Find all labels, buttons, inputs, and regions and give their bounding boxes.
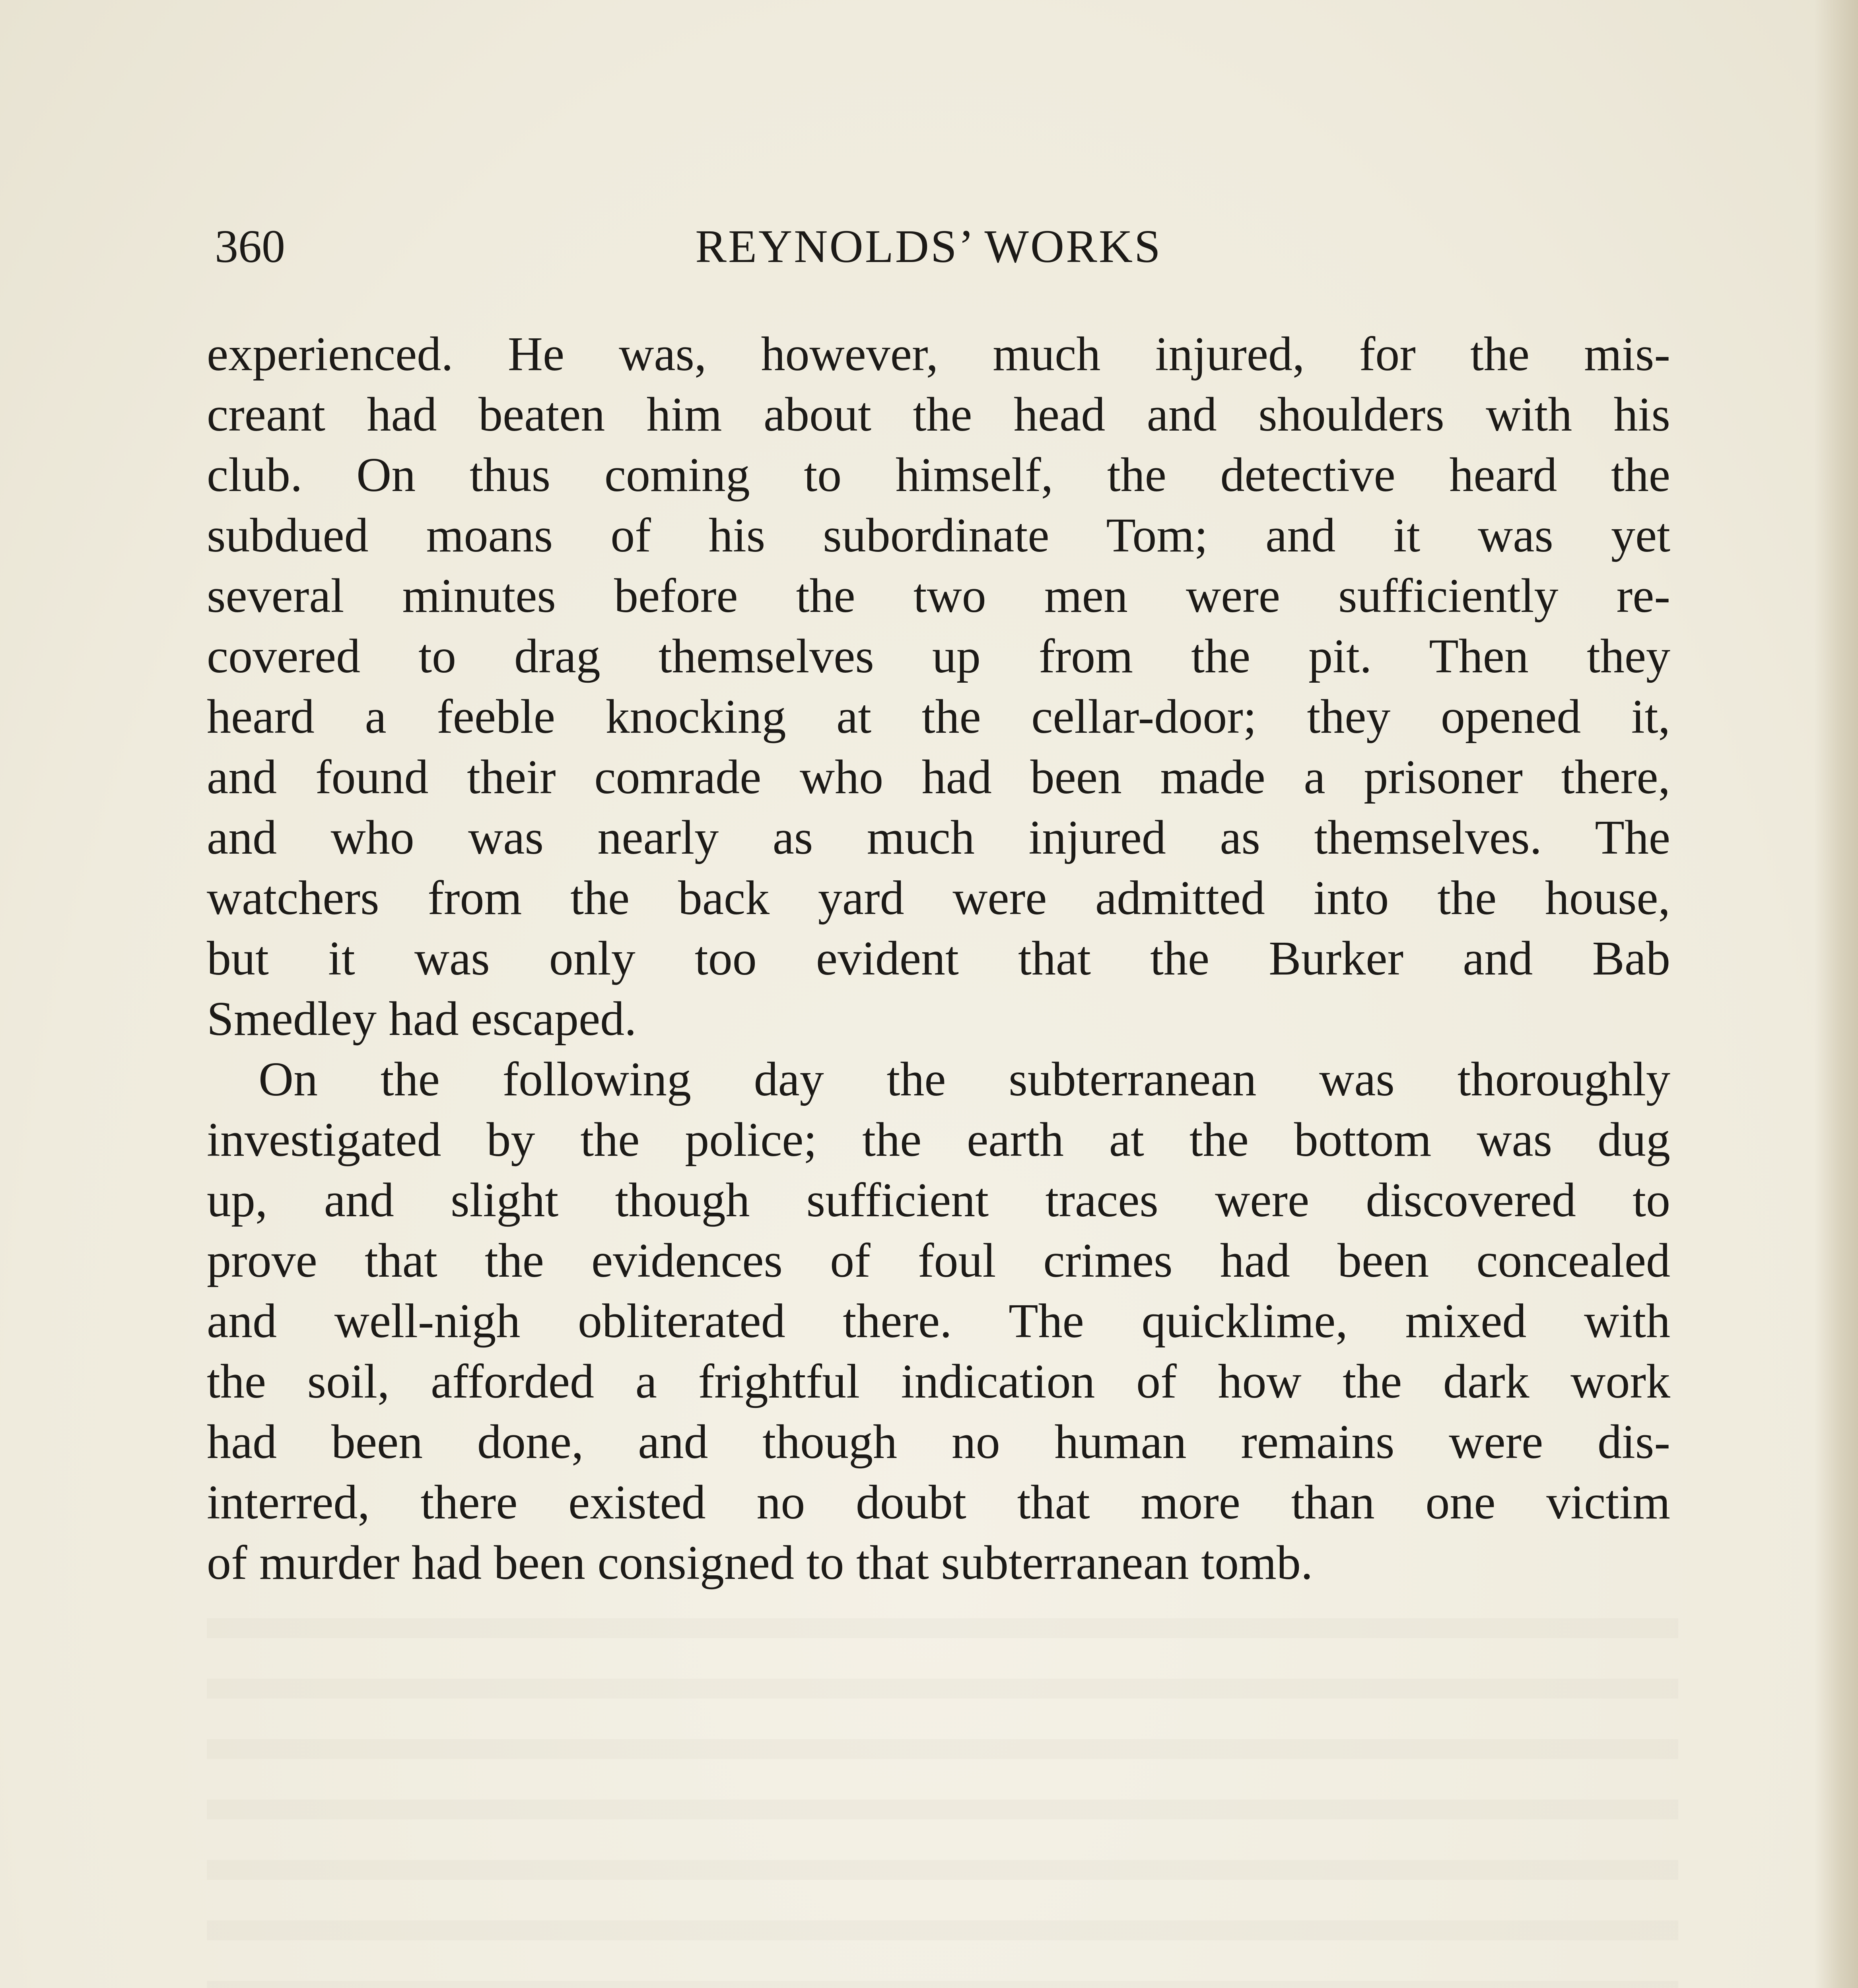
text-line: up, and slight though sufficient traces were discovered to	[207, 1173, 1670, 1227]
text-line: and well-nigh obliterated there. The quicklime, mixed with	[207, 1294, 1670, 1348]
text-line: several minutes before the two men were sufficiently re-	[207, 569, 1670, 623]
text-line: heard a feeble knocking at the cellar-door; they opened it,	[207, 690, 1670, 744]
paragraph	[207, 1049, 1670, 1593]
text-line: and found their comrade who had been made a prisoner there,	[207, 750, 1670, 804]
text-line: the soil, afforded a frightful indication of how the dark work	[207, 1355, 1670, 1408]
page-header	[215, 215, 1642, 278]
text-line: creant had beaten him about the head and shoulders with his	[207, 388, 1670, 441]
text-line: but it was only too evident that the Burker and Bab	[207, 932, 1670, 985]
text-line: Smedley had escaped.	[207, 992, 637, 1046]
text-line: interred, there existed no doubt that more than one victim	[207, 1475, 1670, 1529]
text-line: club. On thus coming to himself, the detective heard the	[207, 448, 1670, 502]
text-line: covered to drag themselves up from the pit. Then they	[207, 629, 1670, 683]
text-line: watchers from the back yard were admitted into the house,	[207, 871, 1670, 925]
text-line: had been done, and though no human remains were dis-	[207, 1415, 1670, 1469]
text-line: experienced. He was, however, much injured, for the mis-	[207, 327, 1670, 381]
text-line: subdued moans of his subordinate Tom; and it was yet	[207, 509, 1670, 562]
paragraph	[207, 324, 1670, 1049]
text-line: prove that the evidences of foul crimes had been concealed	[207, 1234, 1670, 1287]
text-line: and who was nearly as much injured as themselves. The	[207, 811, 1670, 864]
page-edge-shadow	[1814, 0, 1858, 1988]
text-line: On the following day the subterranean was thoroughly	[258, 1052, 1670, 1106]
show-through-text	[207, 1590, 1678, 1988]
text-line: of murder had been consigned to that subterranean tomb.	[207, 1536, 1313, 1590]
body-text	[207, 324, 1670, 1593]
running-head: REYNOLDS’ WORKS	[695, 220, 1162, 272]
page-number: 360	[215, 220, 285, 272]
text-line: investigated by the police; the earth at the bottom was dug	[207, 1113, 1670, 1167]
